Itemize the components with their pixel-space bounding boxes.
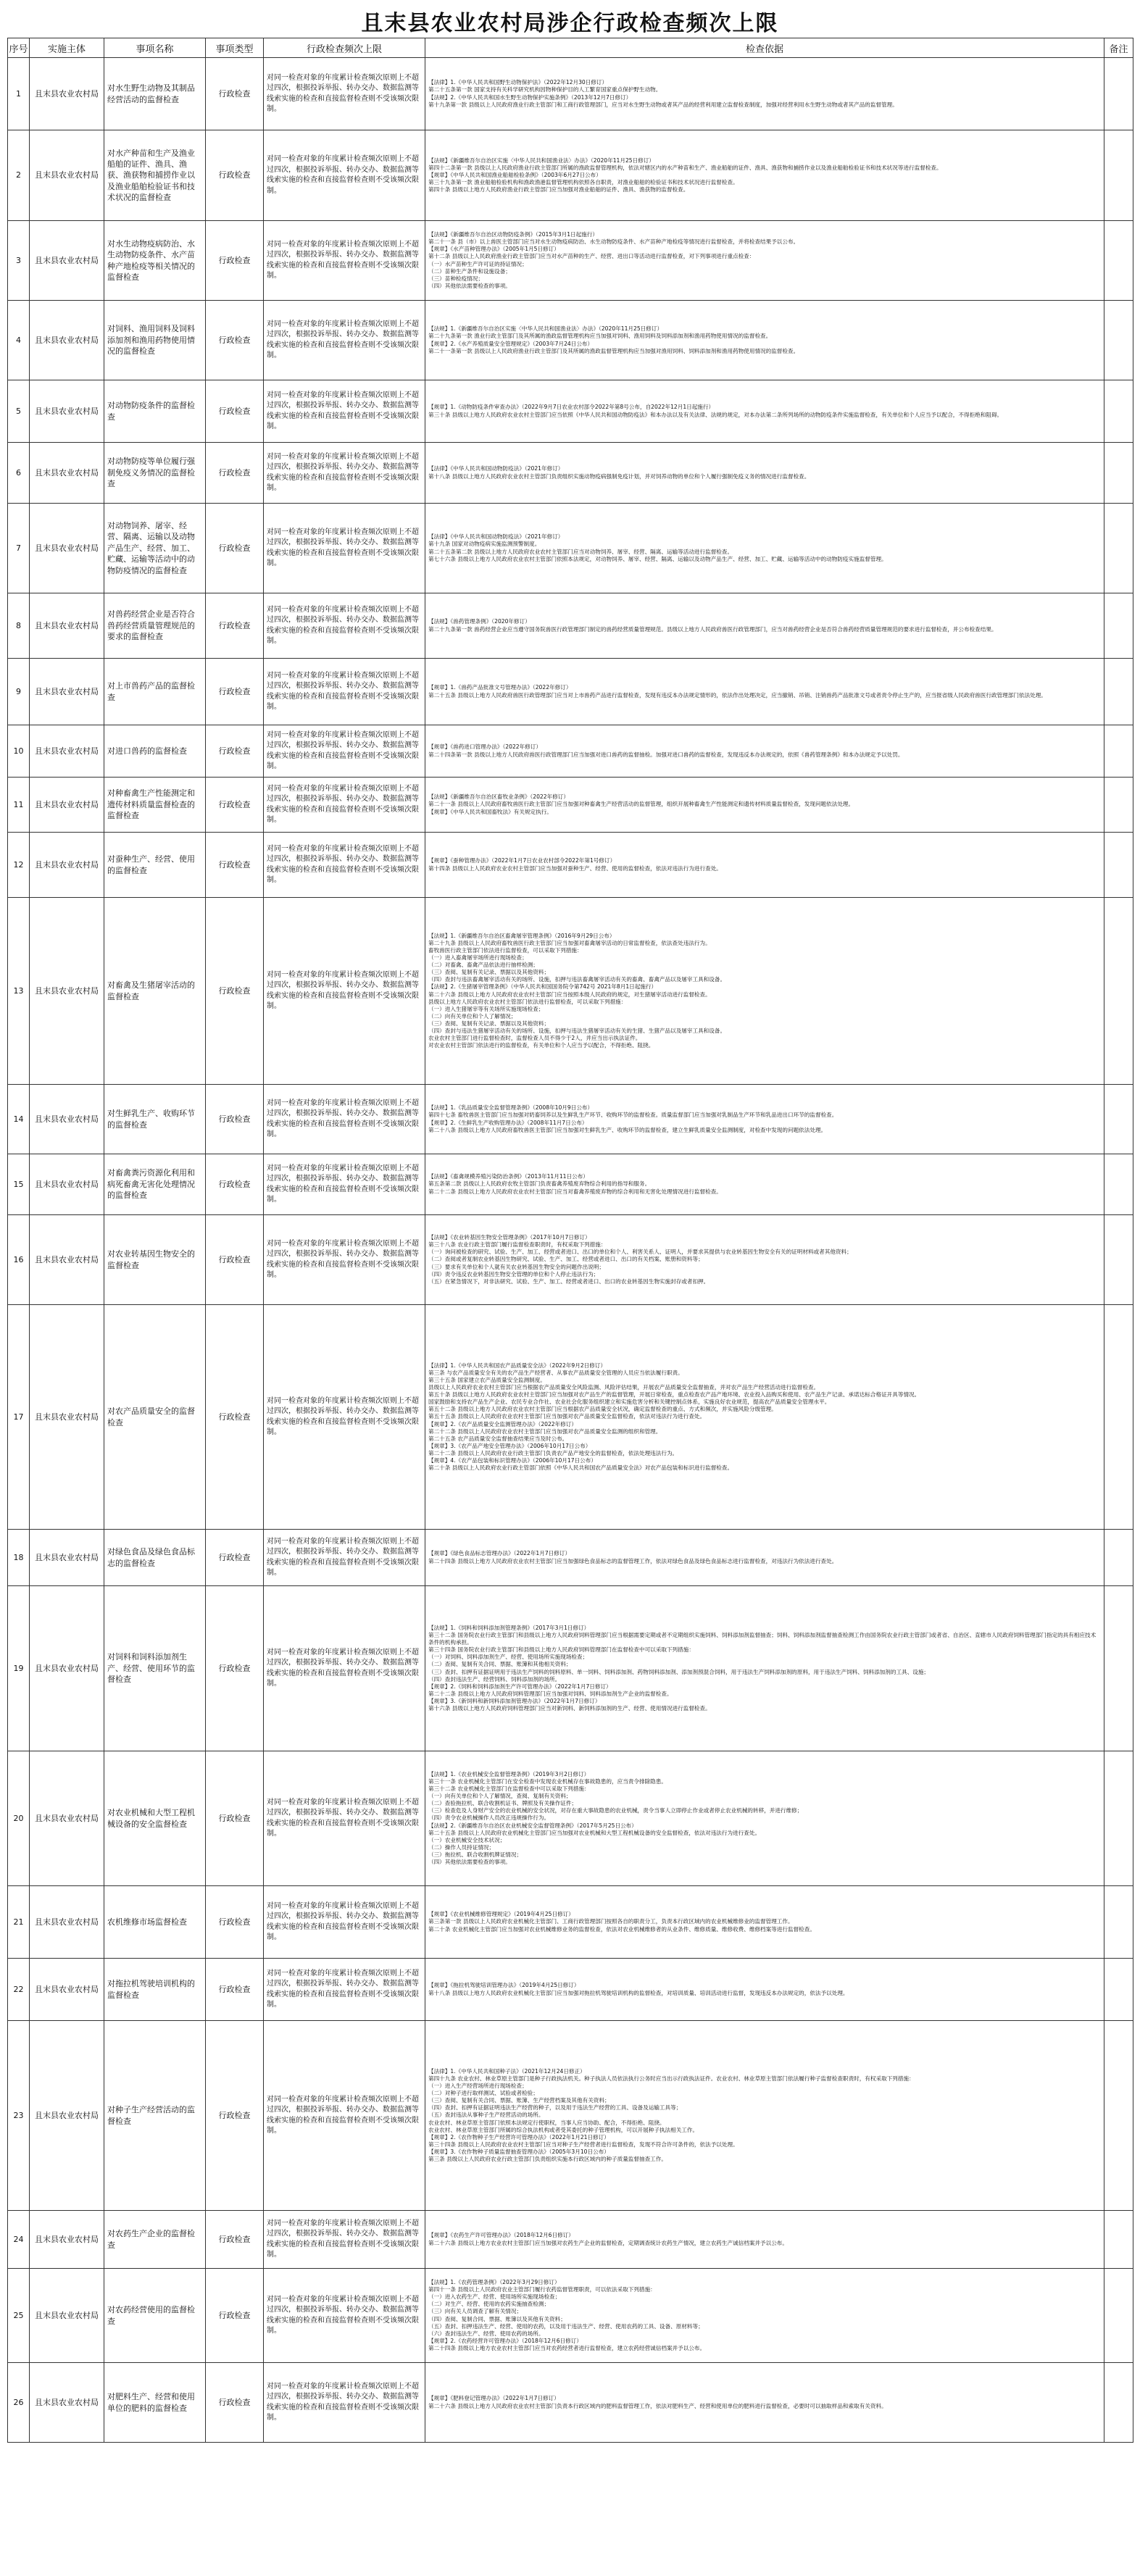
cell-subject: 且末县农业农村局 xyxy=(30,130,104,221)
cell-remarks xyxy=(1104,2211,1133,2269)
cell-item-type: 行政检查 xyxy=(206,1959,264,2021)
cell-frequency-limit: 对同一检查对象的年度累计检查频次原则上不超过四次，根据投诉举报、转办交办、数据监测等线索实施的检查和直接监督检查则不受该频次限制。 xyxy=(264,1586,425,1751)
cell-index: 3 xyxy=(8,221,30,301)
cell-item-type: 行政检查 xyxy=(206,1751,264,1886)
cell-remarks xyxy=(1104,593,1133,659)
cell-item-name: 对水产种苗和生产及渔业船舶的证件、渔具、渔获、渔获物和捕捞作业以及渔业船舶检验证书和技术状况的监督检查 xyxy=(104,130,206,221)
cell-subject: 且末县农业农村局 xyxy=(30,593,104,659)
cell-item-type: 行政检查 xyxy=(206,2269,264,2363)
table-row xyxy=(8,2269,1133,2363)
cell-item-name: 农机维修市场监督检查 xyxy=(104,1886,206,1959)
cell-index: 16 xyxy=(8,1215,30,1305)
cell-subject: 且末县农业农村局 xyxy=(30,1530,104,1586)
cell-subject: 且末县农业农村局 xyxy=(30,443,104,504)
cell-subject: 且末县农业农村局 xyxy=(30,2021,104,2211)
document-title: 且末县农业农村局涉企行政检查频次上限 xyxy=(361,11,779,36)
cell-frequency-limit: 对同一检查对象的年度累计检查频次原则上不超过四次，根据投诉举报、转办交办、数据监测等线索实施的检查和直接监督检查则不受该频次限制。 xyxy=(264,1154,425,1215)
table-row xyxy=(8,380,1133,443)
header-index: 序号 xyxy=(8,38,30,58)
cell-item-name: 对农药生产企业的监督检查 xyxy=(104,2211,206,2269)
cell-frequency-limit: 对同一检查对象的年度累计检查频次原则上不超过四次，根据投诉举报、转办交办、数据监测等线索实施的检查和直接监督检查则不受该频次限制。 xyxy=(264,898,425,1085)
cell-item-name: 对动物防疫条件的监督检查 xyxy=(104,380,206,443)
table-row xyxy=(8,593,1133,659)
cell-index: 10 xyxy=(8,725,30,778)
cell-item-name: 对种子生产经营活动的监督检查 xyxy=(104,2021,206,2211)
cell-subject: 且末县农业农村局 xyxy=(30,833,104,898)
cell-remarks xyxy=(1104,1085,1133,1154)
cell-frequency-limit: 对同一检查对象的年度累计检查频次原则上不超过四次，根据投诉举报、转办交办、数据监测等线索实施的检查和直接监督检查则不受该频次限制。 xyxy=(264,1305,425,1530)
cell-inspection-basis: 【法规】《畜禽规模养殖污染防治条例》（2013年11月11日公布） 第五条第二款 县级以上人民政府农牧主管部门负责畜禽养殖废弃物综合利用的指导和服务。 第二十二条 县级以上地方人民政府农业农村主管部门应当对畜禽养殖废弃物的综合利用和无害化处理情况进行监督检查。 xyxy=(425,1154,1104,1215)
cell-item-name: 对兽药经营企业是否符合兽药经营质量管理规范的要求的监督检查 xyxy=(104,593,206,659)
cell-index: 17 xyxy=(8,1305,30,1530)
cell-inspection-basis: 【法律】《中华人民共和国动物防疫法》（2021年修订） 第十八条 县级以上地方人民政府农业农村主管部门负责组织实施动物疫病强制免疫计划，并对饲养动物的单位和个人履行强制免疫义务的情况进行监督检查。 xyxy=(425,443,1104,504)
cell-inspection-basis: 【法规】《新疆维吾尔自治区动物防疫条例》（2015年3月1日起施行） 第二十一条 县（市）以上兽医主管部门应当对水生动物疫病防治、水生动物防疫条件、水产苗种产地检疫等情况进行监督检查，并将检查结果予以公布。 【规章】《水产苗种管理办法》（2005年1月5日修订） 第十二条 县级以上人民政府渔业行政主管部门应当对水产苗种的生产、经营、进出口等活动进行监督检查，对下列事项进行重点检查： （一）水产苗种生产许可证的持证情况； （二）苗种生产条件和设施设备； （三）苗种检疫情况； （四）其他依法需要检查的事项。 xyxy=(425,221,1104,301)
cell-index: 12 xyxy=(8,833,30,898)
cell-remarks xyxy=(1104,504,1133,593)
table-row xyxy=(8,1959,1133,2021)
cell-inspection-basis: 【规章】《拖拉机驾驶培训管理办法》（2019年4月25日修订） 第十八条 县级以上地方人民政府农业机械化主管部门应当加强对拖拉机驾驶培训机构的监督检查，对培训质量、培训活动进行监督，发现违反本办法规定的，依法予以处理。 xyxy=(425,1959,1104,2021)
table-row xyxy=(8,659,1133,725)
cell-subject: 且末县农业农村局 xyxy=(30,221,104,301)
table-row xyxy=(8,1586,1133,1751)
header-item-type: 事项类型 xyxy=(206,38,264,58)
cell-item-type: 行政检查 xyxy=(206,1154,264,1215)
cell-item-type: 行政检查 xyxy=(206,301,264,380)
cell-inspection-basis: 【法律】1.《中华人民共和国种子法》（2021年12月24日修正） 第四十九条 农业农村、林业草原主管部门是种子行政执法机关。种子执法人员依法执行公务时应当出示行政执法证件。农业农村、林业草原主管部门依法履行种子监督检查职责时，有权采取下列措施： （一）进入生产经营场所进行现场检查； （二）对种子进行取样测试、试验或者检验； （三）查阅、复制有关合同、票据、账簿、生产经营档案及其他有关资料； （四）查封、扣押有证据证明违法生产经营的种子，以及用于违法生产经营的工具、设备及运输工具等； （五）查封违法从事种子生产经营活动的场所。 农业农村、林业草原主管部门依照本法规定行使职权，当事人应当协助、配合，不得拒绝、阻挠。 农业农村、林业草原主管部门所属的综合执法机构或者受其委托的种子管理机构，可以开展种子执法相关工作。 【规章】2.《农作物种子生产经营许可管理办法》（2022年1月21日修订） 第三十四条 县级以上人民政府农业农村主管部门应当对种子生产经营者进行监督检查，发现不符合许可条件的，依法予以处理。 【规章】3.《农作物种子质量监督抽查管理办法》（2005年3月10日公布） 第三条 县级以上人民政府农业行政主管部门负责组织实施本行政区域内的种子质量监督抽查工作。 xyxy=(425,2021,1104,2211)
cell-subject: 且末县农业农村局 xyxy=(30,2363,104,2443)
cell-remarks xyxy=(1104,443,1133,504)
cell-remarks xyxy=(1104,58,1133,130)
cell-frequency-limit: 对同一检查对象的年度累计检查频次原则上不超过四次，根据投诉举报、转办交办、数据监测等线索实施的检查和直接监督检查则不受该频次限制。 xyxy=(264,504,425,593)
cell-item-type: 行政检查 xyxy=(206,898,264,1085)
cell-subject: 且末县农业农村局 xyxy=(30,1751,104,1886)
cell-index: 2 xyxy=(8,130,30,221)
cell-item-type: 行政检查 xyxy=(206,443,264,504)
cell-remarks xyxy=(1104,778,1133,833)
cell-subject: 且末县农业农村局 xyxy=(30,380,104,443)
cell-subject: 且末县农业农村局 xyxy=(30,778,104,833)
cell-item-name: 对肥料生产、经营和使用单位的肥料的监督检查 xyxy=(104,2363,206,2443)
header-remarks: 备注 xyxy=(1104,38,1133,58)
cell-inspection-basis: 【法规】《兽药管理条例》（2020年修订） 第二十九条第一款 兽药经营企业应当遵守国务院兽医行政管理部门制定的兽药经营质量管理规范。县级以上地方人民政府兽医行政管理部门，应当对兽药经营企业是否符合兽药经营质量管理规范的要求进行监督检查，并公布检查结果。 xyxy=(425,593,1104,659)
cell-item-type: 行政检查 xyxy=(206,130,264,221)
cell-item-type: 行政检查 xyxy=(206,778,264,833)
cell-index: 18 xyxy=(8,1530,30,1586)
cell-item-name: 对上市兽药产品的监督检查 xyxy=(104,659,206,725)
cell-subject: 且末县农业农村局 xyxy=(30,58,104,130)
cell-remarks xyxy=(1104,1530,1133,1586)
cell-index: 6 xyxy=(8,443,30,504)
cell-subject: 且末县农业农村局 xyxy=(30,301,104,380)
cell-remarks xyxy=(1104,833,1133,898)
cell-index: 24 xyxy=(8,2211,30,2269)
cell-item-name: 对绿色食品及绿色食品标志的监督检查 xyxy=(104,1530,206,1586)
cell-item-name: 对农药经营使用的监督检查 xyxy=(104,2269,206,2363)
cell-item-type: 行政检查 xyxy=(206,659,264,725)
table-row xyxy=(8,1530,1133,1586)
cell-remarks xyxy=(1104,1886,1133,1959)
cell-index: 14 xyxy=(8,1085,30,1154)
table-row xyxy=(8,1886,1133,1959)
table-row xyxy=(8,1154,1133,1215)
cell-index: 20 xyxy=(8,1751,30,1886)
table-row xyxy=(8,1305,1133,1530)
cell-index: 8 xyxy=(8,593,30,659)
cell-inspection-basis: 【规章】1.《动物防疫条件审查办法》（2022年9月7日农业农村部令2022年第8号公布，自2022年12月1日起施行） 第三十条 县级以上地方人民政府农业农村主管部门应当依照《中华人民共和国动物防疫法》和本办法以及有关法律、法规的规定，对本办法第二条所列场所的动物防疫条件实施监督检查，有关单位和个人应当予以配合，不得拒绝和阻碍。 xyxy=(425,380,1104,443)
cell-item-type: 行政检查 xyxy=(206,58,264,130)
cell-frequency-limit: 对同一检查对象的年度累计检查频次原则上不超过四次，根据投诉举报、转办交办、数据监测等线索实施的检查和直接监督检查则不受该频次限制。 xyxy=(264,2021,425,2211)
cell-frequency-limit: 对同一检查对象的年度累计检查频次原则上不超过四次，根据投诉举报、转办交办、数据监测等线索实施的检查和直接监督检查则不受该频次限制。 xyxy=(264,380,425,443)
cell-frequency-limit: 对同一检查对象的年度累计检查频次原则上不超过四次，根据投诉举报、转办交办、数据监测等线索实施的检查和直接监督检查则不受该频次限制。 xyxy=(264,778,425,833)
table-row xyxy=(8,1085,1133,1154)
cell-item-type: 行政检查 xyxy=(206,2363,264,2443)
cell-remarks xyxy=(1104,2021,1133,2211)
cell-inspection-basis: 【法规】《农业转基因生物安全管理条例》（2017年10月7日修订） 第三十八条 农业行政主管部门履行监督检查职责时，有权采取下列措施： （一）询问被检查的研究、试验、生产、加工、经营或者进口、出口的单位和个人、利害关系人、证明人，并要求其提供与农业转基因生物安全有关的证明材料或者其他资料； （二）查阅或者复制农业转基因生物研究、试验、生产、加工、经营或者进口、出口的有关档案、账册和资料等； （三）要求有关单位和个人就有关农业转基因生物安全的问题作出说明； （四）责令违反农业转基因生物安全管理的单位和个人停止违法行为； （五）在紧急情况下，对非法研究、试验、生产、加工、经营或者进口、出口的农业转基因生物实施封存或者扣押。 xyxy=(425,1215,1104,1305)
table-row xyxy=(8,130,1133,221)
cell-subject: 且末县农业农村局 xyxy=(30,1586,104,1751)
cell-index: 11 xyxy=(8,778,30,833)
table-row xyxy=(8,778,1133,833)
cell-frequency-limit: 对同一检查对象的年度累计检查频次原则上不超过四次，根据投诉举报、转办交办、数据监测等线索实施的检查和直接监督检查则不受该频次限制。 xyxy=(264,1085,425,1154)
cell-item-type: 行政检查 xyxy=(206,725,264,778)
cell-frequency-limit: 对同一检查对象的年度累计检查频次原则上不超过四次，根据投诉举报、转办交办、数据监测等线索实施的检查和直接监督检查则不受该频次限制。 xyxy=(264,593,425,659)
cell-remarks xyxy=(1104,1305,1133,1530)
table-row xyxy=(8,2021,1133,2211)
cell-frequency-limit: 对同一检查对象的年度累计检查频次原则上不超过四次，根据投诉举报、转办交办、数据监测等线索实施的检查和直接监督检查则不受该频次限制。 xyxy=(264,1751,425,1886)
cell-item-type: 行政检查 xyxy=(206,504,264,593)
cell-index: 9 xyxy=(8,659,30,725)
cell-remarks xyxy=(1104,1586,1133,1751)
cell-index: 1 xyxy=(8,58,30,130)
cell-inspection-basis: 【法规】《新疆维吾尔自治区畜牧业条例》（2022年修订） 第二十一条 县级以上人民政府畜牧兽医行政主管部门应当加强对种畜禽生产经营活动的监督管理，组织开展种畜禽生产性能测定和遗传材料质量监督检查，发现问题依法处理。 【规章】《中华人民共和国畜牧法》有关规定执行。 xyxy=(425,778,1104,833)
cell-item-type: 行政检查 xyxy=(206,2211,264,2269)
cell-inspection-basis: 【规章】《蚕种管理办法》（2022年1月7日农业农村部令2022年第1号修订） 第十四条 县级以上人民政府农业农村主管部门应当加强对蚕种生产、经营、使用的监督检查，依法对违法行为进行查处。 xyxy=(425,833,1104,898)
cell-item-name: 对拖拉机驾驶培训机构的监督检查 xyxy=(104,1959,206,2021)
cell-inspection-basis: 【法规】1.《饲料和饲料添加剂管理条例》（2017年3月1日修订） 第三十二条 国务院农业行政主管部门和县级以上地方人民政府饲料管理部门应当根据需要定期或者不定期组织实施饲料、饲料添加剂监督抽查；饲料、饲料添加剂监督抽查检测工作由国务院农业行政主管部门或者省、自治区、直辖市人民政府饲料管理部门指定的具有相应技术条件的机构承担。 第三十四条 国务院农业行政主管部门和县级以上地方人民政府饲料管理部门在监督检查中可以采取下列措施： （一）对饲料、饲料添加剂生产、经营、使用场所实施现场检查； （二）查阅、复制有关合同、票据、账簿和其他相关资料； （三）查封、扣押有证据证明用于违法生产饲料的饲料原料、单一饲料、饲料添加剂、药物饲料添加剂、添加剂预混合饲料，用于违法生产饲料添加剂的原料，用于违法生产饲料、饲料添加剂的工具、设施； （四）查封违法生产、经营饲料、饲料添加剂的场所。 【规章】2.《饲料和饲料添加剂生产许可管理办法》（2022年1月7日修订） 第二十二条 县级以上地方人民政府饲料管理部门应当加强对饲料、饲料添加剂生产企业的监督检查。 【规章】3.《新饲料和新饲料添加剂管理办法》（2022年1月7日修订） 第十六条 县级以上地方人民政府饲料管理部门应当对新饲料、新饲料添加剂的生产、经营、使用情况进行监督检查。 xyxy=(425,1586,1104,1751)
cell-inspection-basis: 【法规】1.《新疆维吾尔自治区实施〈中华人民共和国渔业法〉办法》（2020年11月25日修订） 第二十九条第一款 渔业行政主管部门及其所属的渔政监督管理机构应当加强对饲料、渔用饲料及饲料添加剂和渔用药物使用情况的监督检查。 【规章】2.《水产养殖质量安全管理规定》（2003年7月24日公布） 第二十一条第一款 县级以上人民政府渔业行政主管部门及其所属的渔政监督管理机构应当加强对渔用饲料、饲料添加剂和渔用药物使用情况的监督检查。 xyxy=(425,301,1104,380)
cell-index: 21 xyxy=(8,1886,30,1959)
cell-item-type: 行政检查 xyxy=(206,1215,264,1305)
cell-remarks xyxy=(1104,725,1133,778)
cell-frequency-limit: 对同一检查对象的年度累计检查频次原则上不超过四次，根据投诉举报、转办交办、数据监测等线索实施的检查和直接监督检查则不受该频次限制。 xyxy=(264,2269,425,2363)
cell-item-name: 对饲料和饲料添加剂生产、经营、使用环节的监督检查 xyxy=(104,1586,206,1751)
cell-inspection-basis: 【规章】《农业机械维修管理规定》（2019年4月25日修订） 第三条第一款 县级以上人民政府农业机械化主管部门、工商行政管理部门按照各自的职责分工，负责本行政区域内的农业机械维修业的监督管理工作。 第二十条 农业机械化主管部门应当加强对农业机械维修业务的监督检查，依法对农业机械维修者的从业条件、维修质量、维修收费、维修档案等进行监督检查。 xyxy=(425,1886,1104,1959)
table-row xyxy=(8,301,1133,380)
cell-remarks xyxy=(1104,1154,1133,1215)
table-body xyxy=(8,58,1133,2443)
cell-subject: 且末县农业农村局 xyxy=(30,1959,104,2021)
cell-inspection-basis: 【规章】《绿色食品标志管理办法》（2022年1月7日修订） 第二十四条 县级以上地方人民政府农业农村主管部门应当加强绿色食品标志的监督管理工作，依法对绿色食品及绿色食品标志进行监督检查，对违法行为依法进行查处。 xyxy=(425,1530,1104,1586)
cell-frequency-limit: 对同一检查对象的年度累计检查频次原则上不超过四次，根据投诉举报、转办交办、数据监测等线索实施的检查和直接监督检查则不受该频次限制。 xyxy=(264,2211,425,2269)
cell-subject: 且末县农业农村局 xyxy=(30,504,104,593)
cell-remarks xyxy=(1104,898,1133,1085)
cell-item-type: 行政检查 xyxy=(206,833,264,898)
cell-index: 7 xyxy=(8,504,30,593)
cell-subject: 且末县农业农村局 xyxy=(30,659,104,725)
cell-remarks xyxy=(1104,380,1133,443)
cell-subject: 且末县农业农村局 xyxy=(30,2211,104,2269)
cell-inspection-basis: 【法规】1.《农药管理条例》（2022年3月29日修订） 第四十一条 县级以上人民政府农业主管部门履行农药监督管理职责，可以依法采取下列措施： （一）进入农药生产、经营、使用场所实施现场检查； （二）对生产、经营、使用的农药实施抽查检测； （三）向有关人员调查了解有关情况； （四）查阅、复制合同、票据、账簿以及其他有关资料； （五）查封、扣押违法生产、经营、使用的农药，以及用于违法生产、经营、使用农药的工具、设备、原材料等； （六）查封违法生产、经营、使用农药的场所。 【规章】2.《农药经营许可管理办法》（2018年12月6日修订） 第二十四条 县级以上地方农业农村主管部门应当对农药经营者进行监督检查，建立农药经营诚信档案并予以公布。 xyxy=(425,2269,1104,2363)
cell-frequency-limit: 对同一检查对象的年度累计检查频次原则上不超过四次，根据投诉举报、转办交办、数据监测等线索实施的检查和直接监督检查则不受该频次限制。 xyxy=(264,58,425,130)
cell-frequency-limit: 对同一检查对象的年度累计检查频次原则上不超过四次，根据投诉举报、转办交办、数据监测等线索实施的检查和直接监督检查则不受该频次限制。 xyxy=(264,1530,425,1586)
cell-inspection-basis: 【规章】《兽药进口管理办法》（2022年修订） 第二十四条第一款 县级以上地方人民政府兽医行政管理部门应当加强对进口兽药的监督抽检。加强对进口兽药的监督检查，发现违反本办法规定的，依照《兽药管理条例》和本办法规定予以处罚。 xyxy=(425,725,1104,778)
table-row xyxy=(8,1215,1133,1305)
cell-item-name: 对动物饲养、屠宰、经营、隔离、运输以及动物产品生产、经营、加工、贮藏、运输等活动中的动物防疫情况的监督检查 xyxy=(104,504,206,593)
cell-item-name: 对水生野生动物及其制品经营活动的监督检查 xyxy=(104,58,206,130)
header-subject: 实施主体 xyxy=(30,38,104,58)
cell-index: 19 xyxy=(8,1586,30,1751)
table-row xyxy=(8,221,1133,301)
cell-subject: 且末县农业农村局 xyxy=(30,898,104,1085)
cell-item-name: 对畜禽粪污资源化利用和病死畜禽无害化处理情况的监督检查 xyxy=(104,1154,206,1215)
header-frequency-limit: 行政检查频次上限 xyxy=(264,38,425,58)
cell-item-type: 行政检查 xyxy=(206,1530,264,1586)
cell-frequency-limit: 对同一检查对象的年度累计检查频次原则上不超过四次，根据投诉举报、转办交办、数据监测等线索实施的检查和直接监督检查则不受该频次限制。 xyxy=(264,725,425,778)
cell-subject: 且末县农业农村局 xyxy=(30,1886,104,1959)
cell-remarks xyxy=(1104,130,1133,221)
table-row xyxy=(8,2211,1133,2269)
cell-index: 22 xyxy=(8,1959,30,2021)
cell-item-type: 行政检查 xyxy=(206,221,264,301)
cell-item-type: 行政检查 xyxy=(206,2021,264,2211)
cell-frequency-limit: 对同一检查对象的年度累计检查频次原则上不超过四次，根据投诉举报、转办交办、数据监测等线索实施的检查和直接监督检查则不受该频次限制。 xyxy=(264,833,425,898)
cell-item-name: 对种畜禽生产性能测定和遗传材料质量监督检查的监督检查 xyxy=(104,778,206,833)
cell-item-name: 对农产品质量安全的监督检查 xyxy=(104,1305,206,1530)
cell-item-type: 行政检查 xyxy=(206,1586,264,1751)
cell-inspection-basis: 【规章】《农药生产许可管理办法》（2018年12月6日修订） 第二十六条 县级以上地方农业农村主管部门应当加强对农药生产企业的监督检查，定期调查统计农药生产情况，建立农药生产诚信档案并予以公布。 xyxy=(425,2211,1104,2269)
table-row xyxy=(8,833,1133,898)
inspection-table xyxy=(7,38,1133,2443)
cell-frequency-limit: 对同一检查对象的年度累计检查频次原则上不超过四次，根据投诉举报、转办交办、数据监测等线索实施的检查和直接监督检查则不受该频次限制。 xyxy=(264,221,425,301)
cell-index: 23 xyxy=(8,2021,30,2211)
cell-item-name: 对农业机械和大型工程机械设备的安全监督检查 xyxy=(104,1751,206,1886)
cell-item-type: 行政检查 xyxy=(206,1085,264,1154)
cell-index: 15 xyxy=(8,1154,30,1215)
table-row xyxy=(8,2363,1133,2443)
cell-item-name: 对动物防疫等单位履行强制免疫义务情况的监督检查 xyxy=(104,443,206,504)
cell-remarks xyxy=(1104,2363,1133,2443)
cell-index: 25 xyxy=(8,2269,30,2363)
cell-frequency-limit: 对同一检查对象的年度累计检查频次原则上不超过四次，根据投诉举报、转办交办、数据监测等线索实施的检查和直接监督检查则不受该频次限制。 xyxy=(264,659,425,725)
cell-inspection-basis: 【规章】1.《兽药产品批准文号管理办法》（2022年修订） 第二十五条 县级以上地方人民政府兽医行政管理部门应当对上市兽药产品进行监督检查，发现有违反本办法规定情形的，依法作出处理决定，应当撤销、吊销、注销兽药产品批准文号或者责令停止生产的，应当报省级人民政府兽医行政管理部门依法处理。 xyxy=(425,659,1104,725)
cell-item-name: 对畜禽及生猪屠宰活动的监督检查 xyxy=(104,898,206,1085)
header-item-name: 事项名称 xyxy=(104,38,206,58)
cell-item-name: 对饲料、渔用饲料及饲料添加剂和渔用药物使用情况的监督检查 xyxy=(104,301,206,380)
cell-inspection-basis: 【法律】《中华人民共和国动物防疫法》（2021年修订） 第十九条 国家对动物疫病实施监测预警制度。 第二十五条第二款 县级以上地方人民政府农业农村主管部门应当对动物饲养、屠宰、经营、隔离、运输等活动进行监督检查。 第七十六条 县级以上地方人民政府农业农村主管部门依照本法规定，对动物饲养、屠宰、经营、隔离、运输以及动物产品生产、经营、加工、贮藏、运输等活动中的动物防疫实施监督管理。 xyxy=(425,504,1104,593)
cell-frequency-limit: 对同一检查对象的年度累计检查频次原则上不超过四次，根据投诉举报、转办交办、数据监测等线索实施的检查和直接监督检查则不受该频次限制。 xyxy=(264,2363,425,2443)
cell-item-name: 对农业转基因生物安全的监督检查 xyxy=(104,1215,206,1305)
cell-subject: 且末县农业农村局 xyxy=(30,1085,104,1154)
cell-inspection-basis: 【法规】1.《新疆维吾尔自治区畜禽屠宰管理条例》（2016年9月29日公布） 第二十九条 县级以上人民政府畜牧兽医行政主管部门应当加强对畜禽屠宰活动的日常监督检查，依法查处违法行为。 畜牧兽医行政主管部门依法进行监督检查，可以采取下列措施： （一）进入畜禽屠宰场所进行现场检查； （二）对畜禽、畜禽产品依法进行抽样检测； （三）查阅、复制有关记录、票据以及其他资料； （四）查封与违法畜禽屠宰活动有关的场所、设施，扣押与违法畜禽屠宰活动有关的畜禽、畜禽产品以及屠宰工具和设备。 【法规】2.《生猪屠宰管理条例》（中华人民共和国国务院令第742号 2021年8月1日起施行） 第二十六条 县级以上地方人民政府农业农村主管部门应当按照本级人民政府的规定，对生猪屠宰活动进行监督检查。 县级以上地方人民政府农业农村主管部门依法进行监督检查，可以采取下列措施： （一）进入生猪屠宰等有关场所实施现场检查； （二）向有关单位和个人了解情况； （三）查阅、复制有关记录、票据以及其他资料； （四）查封与违法生猪屠宰活动有关的场所、设施，扣押与违法生猪屠宰活动有关的生猪、生猪产品以及屠宰工具和设备。 农业农村主管部门进行监督检查时，监督检查人员不得少于2人，并应当出示执法证件。 对农业农村主管部门依法进行的监督检查，有关单位和个人应当予以配合，不得拒绝、阻挠。 xyxy=(425,898,1104,1085)
cell-item-name: 对蚕种生产、经营、使用的监督检查 xyxy=(104,833,206,898)
cell-inspection-basis: 【法规】1.《乳品质量安全监督管理条例》（2008年10月9日公布） 第四十七条 畜牧兽医主管部门应当加强对奶畜饲养以及生鲜乳生产环节、收购环节的监督检查。质量监督部门应当加强对乳制品生产环节和乳品进出口环节的监督检查。 【规章】2.《生鲜乳生产收购管理办法》（2008年11月7日公布） 第二十八条 县级以上地方人民政府畜牧兽医主管部门应当加强对生鲜乳生产、收购环节的监督检查，建立生鲜乳质量安全监测制度，对检查中发现的问题依法处理。 xyxy=(425,1085,1104,1154)
cell-index: 26 xyxy=(8,2363,30,2443)
cell-frequency-limit: 对同一检查对象的年度累计检查频次原则上不超过四次，根据投诉举报、转办交办、数据监测等线索实施的检查和直接监督检查则不受该频次限制。 xyxy=(264,1959,425,2021)
cell-inspection-basis: 【法规】1.《农业机械安全监督管理条例》（2019年3月2日修订） 第三十一条 农业机械化主管部门在安全检查中发现农业机械存在事故隐患的，应当责令排除隐患。 第三十二条 农业机械化主管部门在监督检查中可以采取下列措施： （一）向有关单位和个人了解情况，查阅、复制有关资料； （二）查验拖拉机、联合收割机证书、牌照及有关操作证件； （三）检查危及人身财产安全的农业机械的安全状况，对存在重大事故隐患的农业机械，责令当事人立即停止作业或者停止农业机械的转移，并进行维修； （四）责令农业机械操作人员改正违规操作行为。 【法规】2.《新疆维吾尔自治区农业机械安全监督管理条例》（2017年5月25日公布） 第二十五条 县级以上人民政府农业机械化主管部门应当加强对农业机械和大型工程机械设备的安全监督检查，依法对违法行为进行查处。 （一）农业机械安全技术状况； （二）操作人员持证情况； （三）拖拉机、联合收割机牌证情况； （四）其他依法需要检查的事项。 xyxy=(425,1751,1104,1886)
cell-index: 13 xyxy=(8,898,30,1085)
cell-remarks xyxy=(1104,1959,1133,2021)
table-row xyxy=(8,1751,1133,1886)
cell-index: 4 xyxy=(8,301,30,380)
cell-subject: 且末县农业农村局 xyxy=(30,725,104,778)
cell-remarks xyxy=(1104,1215,1133,1305)
cell-frequency-limit: 对同一检查对象的年度累计检查频次原则上不超过四次，根据投诉举报、转办交办、数据监测等线索实施的检查和直接监督检查则不受该频次限制。 xyxy=(264,301,425,380)
cell-remarks xyxy=(1104,2269,1133,2363)
table-row xyxy=(8,898,1133,1085)
cell-subject: 且末县农业农村局 xyxy=(30,1215,104,1305)
cell-frequency-limit: 对同一检查对象的年度累计检查频次原则上不超过四次，根据投诉举报、转办交办、数据监测等线索实施的检查和直接监督检查则不受该频次限制。 xyxy=(264,443,425,504)
cell-item-type: 行政检查 xyxy=(206,380,264,443)
cell-item-type: 行政检查 xyxy=(206,1886,264,1959)
cell-frequency-limit: 对同一检查对象的年度累计检查频次原则上不超过四次，根据投诉举报、转办交办、数据监测等线索实施的检查和直接监督检查则不受该频次限制。 xyxy=(264,1886,425,1959)
cell-item-name: 对生鲜乳生产、收购环节的监督检查 xyxy=(104,1085,206,1154)
cell-item-type: 行政检查 xyxy=(206,593,264,659)
header-row xyxy=(8,38,1133,58)
cell-index: 5 xyxy=(8,380,30,443)
cell-remarks xyxy=(1104,1751,1133,1886)
cell-subject: 且末县农业农村局 xyxy=(30,1305,104,1530)
cell-frequency-limit: 对同一检查对象的年度累计检查频次原则上不超过四次，根据投诉举报、转办交办、数据监测等线索实施的检查和直接监督检查则不受该频次限制。 xyxy=(264,130,425,221)
cell-remarks xyxy=(1104,221,1133,301)
cell-inspection-basis: 【规章】《肥料登记管理办法》（2022年1月7日修订） 第二十六条 县级以上地方人民政府农业农村主管部门负责本行政区域内的肥料监督管理工作，依法对肥料生产、经营和使用单位的肥料进行监督检查，必要时可以抽取样品和索取有关资料。 xyxy=(425,2363,1104,2443)
cell-inspection-basis: 【法规】《新疆维吾尔自治区实施〈中华人民共和国渔业法〉办法》（2020年11月25日修订） 第四十二条第一款 县级以上人民政府渔业行政主管部门所属的渔政监督管理机构，依法对辖区内的水产种苗和生产、渔业船舶的证件、渔具、渔获物和捕捞作业以及渔业船舶检验证书和技术状况等进行监督检查。 【规章】《中华人民共和国渔业船舶检验条例》（2003年6月27日公布） 第三十九条第一款 渔业船舶检验机构和渔政渔港监督管理机构依照各自职责，对渔业船舶的检验证书和技术状况进行监督检查。 第四十条 县级以上地方人民政府渔业行政主管部门应当加强对渔业船舶的证件、渔具、渔获物的监督检查。 xyxy=(425,130,1104,221)
cell-remarks xyxy=(1104,301,1133,380)
table-row xyxy=(8,504,1133,593)
cell-remarks xyxy=(1104,659,1133,725)
cell-frequency-limit: 对同一检查对象的年度累计检查频次原则上不超过四次，根据投诉举报、转办交办、数据监测等线索实施的检查和直接监督检查则不受该频次限制。 xyxy=(264,1215,425,1305)
table-row xyxy=(8,443,1133,504)
cell-inspection-basis: 【法律】1.《中华人民共和国野生动物保护法》（2022年12月30日修订） 第二十五条第一款 国家支持有关科学研究机构因物种保护目的人工繁育国家重点保护野生动物。 【法规】2.《中华人民共和国水生野生动物保护实施条例》（2013年12月7日修订） 第十九条第一款 县级以上人民政府渔业行政主管部门和工商行政管理部门，应当对水生野生动物或者其产品的经营利用建立监督检查制度，加强对经营利用水生野生动物或者其产品的监督管理。 xyxy=(425,58,1104,130)
cell-subject: 且末县农业农村局 xyxy=(30,1154,104,1215)
cell-item-type: 行政检查 xyxy=(206,1305,264,1530)
table-row xyxy=(8,725,1133,778)
cell-inspection-basis: 【法律】1.《中华人民共和国农产品质量安全法》（2022年9月2日修订） 第三条 与农产品质量安全有关的农产品生产经营者、从事农产品质量安全管理的人员应当依法履行职责。 第三十五条 国家建立农产品质量安全监测制度。 县级以上人民政府农业农村主管部门应当根据农产品质量安全风险监测、风险评估结果，开展农产品质量安全监督抽查，并对农产品生产经营活动进行监督检查。 第五十条 县级以上地方人民政府农业农村主管部门应当加强对农产品生产的监督管理，开展日常检查，重点检查农产品产地环境、农业投入品购买和使用、农产品生产记录、承诺达标合格证开具等情况。 国家鼓励和支持农产品生产企业、农民专业合作社、农业社会化服务组织建立和实施危害分析和关键控制点体系，实施良好农业规范，提高农产品质量安全管理水平。 第五十二条 县级以上地方人民政府农业农村主管部门应当根据农产品质量安全状况，确定监督检查的重点、方式和频次，并实施风险分级管理。 第五十五条 县级以上人民政府农业农村主管部门应当加强对农产品质量安全监督检查，依法对违法行为进行查处。 【规章】2.《农产品质量安全监测管理办法》（2022年修订） 第二十二条 县级以上人民政府农业农村主管部门应当加强对农产品质量安全监测的组织和管理。 第二十五条 农产品质量安全监督抽查结果应当及时公布。 【规章】3.《农产品产地安全管理办法》（2006年10月17日公布） 第二十二条 县级以上人民政府农业行政主管部门负责农产品产地安全的监督检查，依法处理违法行为。 【规章】4.《农产品包装和标识管理办法》（2006年10月17日公布） 第二十条 县级以上人民政府农业行政主管部门依照《中华人民共和国农产品质量安全法》对农产品包装和标识进行监督检查。 xyxy=(425,1305,1104,1530)
cell-item-name: 对水生动物疫病防治、水生动物防疫条件、水产苗种产地检疫等相关情况的监督检查 xyxy=(104,221,206,301)
cell-item-name: 对进口兽药的监督检查 xyxy=(104,725,206,778)
header-inspection-basis: 检查依据 xyxy=(425,38,1104,58)
table-row xyxy=(8,58,1133,130)
cell-subject: 且末县农业农村局 xyxy=(30,2269,104,2363)
